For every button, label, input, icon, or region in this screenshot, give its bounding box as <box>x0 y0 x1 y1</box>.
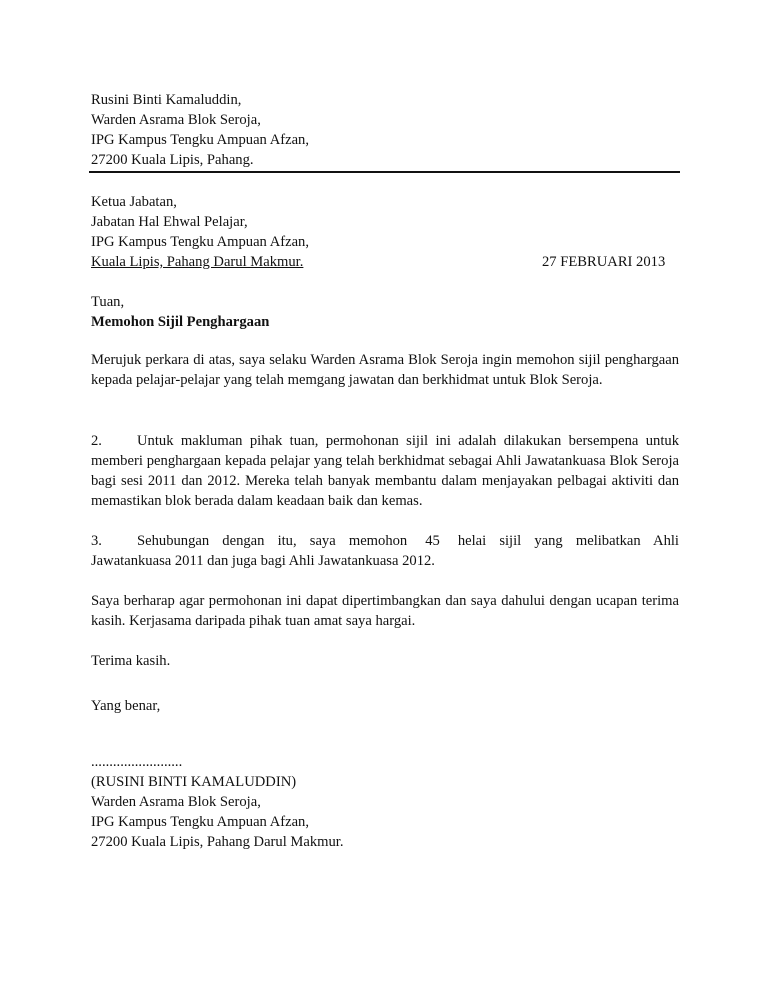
paragraph-1: Merujuk perkara di atas, saya selaku Warden Asrama Blok Seroja ingin memohon sijil penghargaan kepada pelajar-pelajar yang telah memgang jawatan dan berkhidmat untuk Blok Seroja. <box>91 352 679 388</box>
closing-regards: Yang benar, <box>91 698 161 714</box>
sender-address <box>91 90 679 170</box>
signatory-name: (RUSINI BINTI KAMALUDDIN) <box>91 774 297 790</box>
header-divider <box>89 171 680 173</box>
sender-name: Rusini Binti Kamaluddin, <box>91 92 242 108</box>
closing-thanks: Terima kasih. <box>91 653 171 669</box>
signature-line: ......................... <box>91 754 183 770</box>
signature-block <box>91 772 679 852</box>
signatory-institution: IPG Kampus Tengku Ampuan Afzan, <box>91 814 309 830</box>
salutation: Tuan, <box>91 294 125 310</box>
signatory-address: 27200 Kuala Lipis, Pahang Darul Makmur. <box>91 834 344 850</box>
sender-institution: IPG Kampus Tengku Ampuan Afzan, <box>91 132 309 148</box>
paragraph-3-text-before: Sehubungan dengan itu, saya memohon <box>137 533 408 549</box>
paragraph-3 <box>91 531 679 571</box>
recipient-title: Ketua Jabatan, <box>91 194 177 210</box>
recipient-department: Jabatan Hal Ehwal Pelajar, <box>91 214 248 230</box>
letter-subject: Memohon Sijil Penghargaan <box>91 314 270 330</box>
salutation-block <box>91 292 679 332</box>
letter-date: 27 FEBRUARI 2013 <box>542 254 666 270</box>
paragraph-4: Saya berharap agar permohonan ini dapat dipertimbangkan dan saya dahului dengan ucapan terima kasih. Kerjasama daripada pihak tuan amat saya hargai. <box>91 593 679 629</box>
signatory-position: Warden Asrama Blok Seroja, <box>91 794 261 810</box>
sender-position: Warden Asrama Blok Seroja, <box>91 112 261 128</box>
paragraph-2-number: 2. <box>91 433 102 449</box>
recipient-institution: IPG Kampus Tengku Ampuan Afzan, <box>91 234 309 250</box>
paragraph-3-text-after: helai sijil yang melibatkan Ahli Jawatankuasa 2011 dan juga bagi Ahli Jawatankuasa 2012. <box>91 533 679 569</box>
recipient-city: Kuala Lipis, Pahang Darul Makmur. <box>91 254 304 270</box>
paragraph-3-number: 3. <box>91 533 102 549</box>
paragraph-2-text: Untuk makluman pihak tuan, permohonan sijil ini adalah dilakukan bersempena untuk memberi penghargaan kepada pelajar yang telah berkhidmat sebagai Ahli Jawatankuasa Blok Seroja bagi sesi 2011 dan 2012. Mereka telah banyak membantu dalam menjayakan pelbagai aktiviti dan memastikan blok berada dalam keadaan baik dan kemas. <box>91 433 679 509</box>
certificate-quantity: 45 <box>425 533 440 549</box>
sender-city: 27200 Kuala Lipis, Pahang. <box>91 152 254 168</box>
paragraph-2 <box>91 431 679 511</box>
